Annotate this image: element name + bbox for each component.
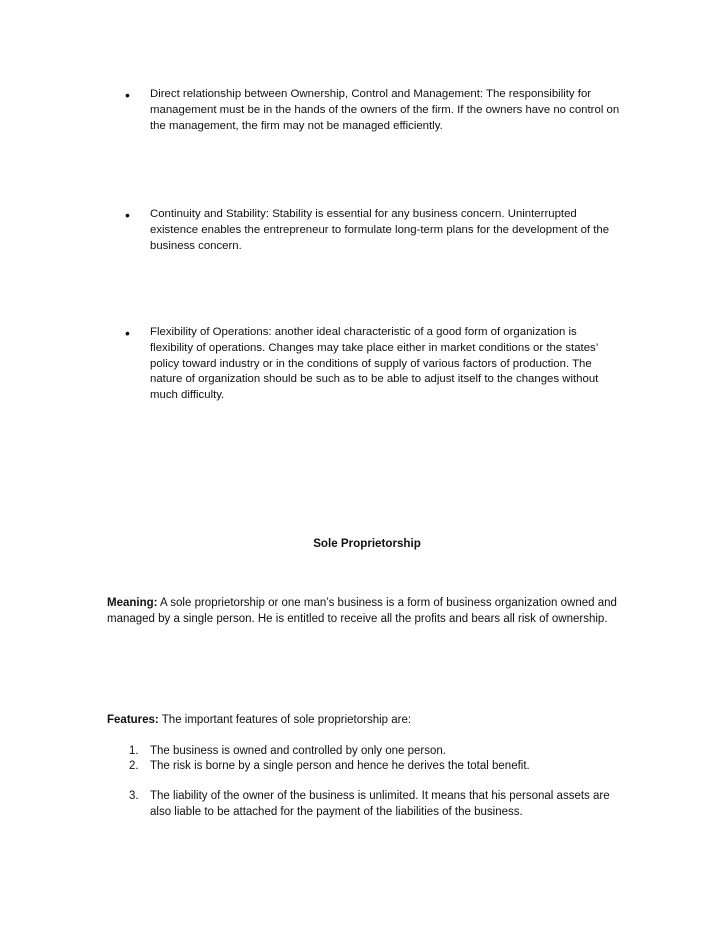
section-title: Sole Proprietorship: [313, 537, 421, 550]
features-label: Features:: [107, 714, 159, 726]
feature-text: The liability of the owner of the business is unlimited. It means that his personal assets are also liable to be attached for the payment of the liabilities of the business.: [150, 790, 610, 818]
bullet-text: Flexibility of Operations: another ideal characteristic of a good form of organization is flexibility of operations. Changes may take place either in market conditions or the states’ policy toward industry or in the conditions of supply of various factors of production. The nature of organization should be such as to be able to adjust itself to the changes without much difficulty.: [150, 326, 599, 402]
bullet-text: Direct relationship between Ownership, Control and Management: The responsibility for management must be in the hands of the owners of the firm. If the owners have no control on the management, the firm may not be managed efficiently.: [150, 88, 620, 132]
features-text: The important features of sole proprietorship are:: [158, 714, 412, 726]
bullet-icon: •: [125, 325, 130, 341]
meaning-paragraph: [107, 596, 627, 627]
bullet-icon: •: [125, 207, 130, 223]
feature-text: The risk is borne by a single person and hence he derives the total benefit.: [150, 760, 530, 772]
meaning-label: Meaning:: [107, 597, 158, 609]
bullet-text: Continuity and Stability: Stability is essential for any business concern. Uninterrupted existence enables the entrepreneur to formulate long-term plans for the development of the business concern.: [150, 208, 610, 252]
feature-text: The business is owned and controlled by only one person.: [150, 745, 446, 757]
list-number: 3.: [129, 790, 139, 802]
features-paragraph: [107, 713, 627, 729]
list-number: 1.: [129, 745, 139, 757]
bullet-icon: •: [125, 87, 130, 103]
meaning-text: A sole proprietorship or one man’s business is a form of business organization owned and managed by a single person. He is entitled to receive all the profits and bears all risk of ownership.: [107, 597, 617, 625]
list-number: 2.: [129, 760, 139, 772]
